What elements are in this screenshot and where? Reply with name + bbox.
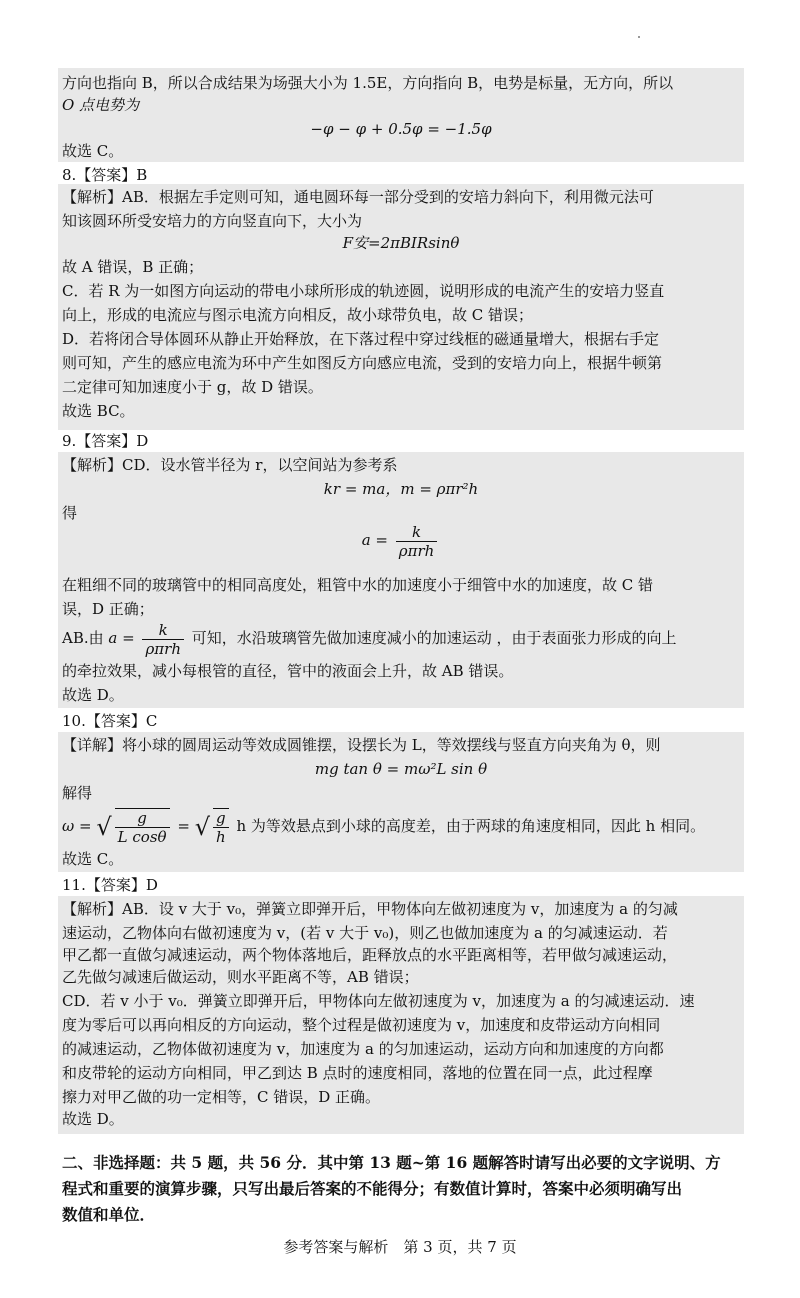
text-line: 误，D 正确； <box>62 600 154 618</box>
page-footer: 参考答案与解析 第 3 页，共 7 页 <box>283 1238 517 1256</box>
text-line: 的减速运动，乙物体做初速度为 v，加速度为 a 的匀加速运动，运动方向和加速度的方向都 <box>62 1040 664 1058</box>
text-line: 擦力对甲乙做的功一定相等，C 错误，D 正确。 <box>62 1088 381 1106</box>
text-line: O 点电势为 <box>62 96 140 114</box>
text-line: 度为零后可以再向相反的方向运动，整个过程是做初速度为 v，加速度和皮带运动方向相同 <box>62 1016 661 1034</box>
text-line: 在粗细不同的玻璃管中的相同高度处，粗管中水的加速度小于细管中水的加速度，故 C 错 <box>62 576 654 594</box>
text-line: 甲乙都一直做匀减速运动，两个物体落地后，距释放点的水平距离相等，若甲做匀减速运动， <box>62 946 678 964</box>
text-line: 【详解】将小球的圆周运动等效成圆锥摆，设摆长为 L，等效摆线与竖直方向夹角为 θ，则 <box>62 736 661 754</box>
text-line: 故 A 错误，B 正确； <box>62 258 204 276</box>
text-line: 故选 BC。 <box>62 402 135 420</box>
equation-lhs: a = <box>361 531 388 549</box>
equation: −φ − φ + 0.5φ = −1.5φ <box>310 120 492 138</box>
equation: kr = ma，m = ρπr²h <box>323 480 479 498</box>
q8-explanation-block <box>58 184 744 430</box>
fraction <box>396 523 438 560</box>
section-heading: 二、非选择题：共 5 题，共 56 分．其中第 13 题~第 16 题解答时请写出必要的文字说明、方 <box>62 1153 721 1172</box>
q11-explanation-block <box>58 896 744 1134</box>
numerator: k <box>396 523 438 542</box>
text-line: 故选 C。 <box>62 850 124 868</box>
denominator: L cosθ <box>117 828 167 846</box>
top-explanation-block <box>58 68 744 162</box>
fraction <box>213 808 229 846</box>
q10-answer-heading: 10.【答案】C <box>62 712 158 730</box>
q9-explanation-block <box>58 452 744 708</box>
text-line: 乙先做匀减速后做运动，则水平距离不等，AB 错误； <box>62 968 419 986</box>
text-line: 速运动，乙物体向右做初速度为 v，(若 v 大于 v₀)，则乙也做加速度为 a 的匀减速运动．若 <box>62 924 668 942</box>
text-line: 故选 D。 <box>62 686 124 704</box>
q11-answer-heading: 11.【答案】D <box>62 876 158 894</box>
numerator: g <box>115 809 170 828</box>
text-line: 二定律可知加速度小于 g，故 D 错误。 <box>62 378 323 396</box>
denominator: h <box>215 828 226 846</box>
text-line: 故选 C。 <box>62 142 124 160</box>
text-line: 【解析】AB．根据左手定则可知，通电圆环每一部分受到的安培力斜向下，利用微元法可 <box>62 188 654 206</box>
denominator: ρπrh <box>145 639 181 658</box>
equation: mg tan θ = mω²L sin θ <box>314 760 488 778</box>
equation: F安=2πBIRsinθ <box>342 234 460 252</box>
fraction-equation <box>58 522 744 562</box>
q9-answer-heading: 9.【答案】D <box>62 432 149 450</box>
text-line: 的牵拉效果，减小每根管的直径，管中的液面会上升，故 AB 错误。 <box>62 662 514 680</box>
text-line: 解得 <box>62 784 93 802</box>
text-line: 向上，形成的电流应与图示电流方向相反，故小球带负电，故 C 错误； <box>62 306 534 324</box>
equation-lhs: ω = <box>62 817 92 835</box>
text-line: 知该圆环所受安培力的方向竖直向下，大小为 <box>62 212 363 230</box>
equals-sign: = <box>177 817 190 835</box>
numerator: k <box>142 621 184 640</box>
text-line: 【解析】CD．设水管半径为 r，以空间站为参考系 <box>62 456 398 474</box>
q8-answer-heading: 8.【答案】B <box>62 166 148 184</box>
text-line: 【解析】AB．设 v 大于 v₀，弹簧立即弹开后，甲物体向左做初速度为 v，加速度为 a 的匀减 <box>62 900 678 918</box>
text-line: 和皮带轮的运动方向相同，甲乙到达 B 点时的速度相同，落地的位置在同一点，此过程摩 <box>62 1064 653 1082</box>
sqrt-icon: √ <box>194 813 210 841</box>
text-line-with-fraction <box>62 618 677 658</box>
text-span: AB.由 <box>62 629 104 647</box>
text-line: 得 <box>62 504 78 522</box>
text-span: 可知，水沿玻璃管先做加速度减小的加速运动 ，由于表面张力形成的向上 <box>191 629 677 647</box>
text-line: 则可知，产生的感应电流为环中产生如图反方向感应电流，受到的安培力向上，根据牛顿第 <box>62 354 663 372</box>
sqrt-icon: √ <box>96 813 112 841</box>
text-line: 方向也指向 B，所以合成结果为场强大小为 1.5E，方向指向 B，电势是标量，无方向，所以 <box>62 74 674 92</box>
text-line: C．若 R 为一如图方向运动的带电小球所形成的轨迹圆，说明形成的电流产生的安培力竖直 <box>62 282 665 300</box>
numerator: g <box>213 809 229 828</box>
text-line-with-roots <box>62 804 705 848</box>
scan-dot <box>638 36 640 38</box>
fraction <box>115 808 170 846</box>
fraction <box>142 621 184 658</box>
section-heading: 数值和单位． <box>62 1205 156 1224</box>
text-line: D．若将闭合导体圆环从静止开始释放，在下落过程中穿过线框的磁通量增大，根据右手定 <box>62 330 660 348</box>
section-heading: 程式和重要的演算步骤，只写出最后答案的不能得分；有数值计算时，答案中必须明确写出 <box>62 1179 683 1198</box>
equation-lhs: a = <box>108 629 135 647</box>
text-line: 故选 D。 <box>62 1110 124 1128</box>
text-line: CD．若 v 小于 v₀．弹簧立即弹开后，甲物体向左做初速度为 v，加速度为 a 的匀减速运动．速 <box>62 992 695 1010</box>
text-span: h 为等效悬点到小球的高度差，由于两球的角速度相同，因此 h 相同。 <box>236 817 706 835</box>
q10-explanation-block <box>58 732 744 872</box>
denominator: ρπrh <box>398 541 435 560</box>
